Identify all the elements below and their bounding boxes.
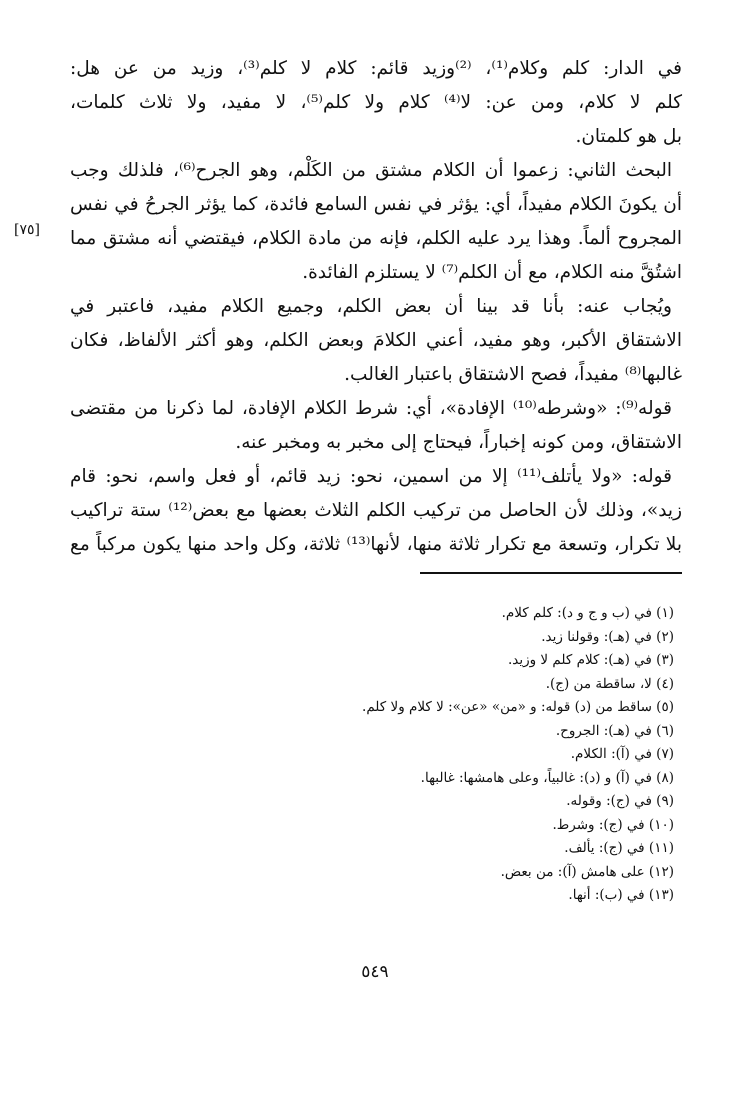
text-line: قوله⁽⁹⁾: «وشرطه⁽¹⁰⁾ الإفادة»، أي: شرط الكلام الإفادة، لما ذكرنا من مقتضى xyxy=(70,398,672,419)
footnote: (٦) في (هـ): الجروح. xyxy=(555,722,674,739)
footnote: (٢) في (هـ): وقولنا زيد. xyxy=(541,628,674,645)
footnote: (٩) في (ج): وقوله. xyxy=(566,793,674,809)
text-line: بل هو كلمتان. xyxy=(575,126,682,147)
footnote: (٨) في (آ) و (د): غالبياً، وعلى هامشها: غالبها. xyxy=(420,769,674,786)
footnote: (٤) لا، ساقطة من (ج). xyxy=(545,675,674,692)
text-line: الاشتقاق، ومن كونه إخباراً، فيحتاج إلى مخبر به ومخبر عنه. xyxy=(235,432,682,453)
text-line: في الدار: كلم وكلام⁽¹⁾، ⁽²⁾وزيد قائم: كلام لا كلم⁽³⁾، وزيد من عن هل: xyxy=(70,58,682,79)
footnote: (١) في (ب و ج و د): كلم كلام. xyxy=(501,605,674,621)
text-line: البحث الثاني: زعموا أن الكلام مشتق من الكَلْم، وهو الجرح⁽⁶⁾، فلذلك وجب xyxy=(70,160,672,181)
text-line: ويُجاب عنه: بأنا قد بينا أن بعض الكلم، وجميع الكلام مفيد، فاعتبر في xyxy=(70,296,672,317)
main-text xyxy=(70,52,682,562)
text-line: قوله: «ولا يأتلف⁽¹¹⁾ إلا من اسمين، نحو: زيد قائم، أو فعل واسم، نحو: قام xyxy=(70,466,672,487)
text-line: الاشتقاق الأكبر، وهو مفيد، أعني الكلامَ وبعض الكلم، وهو أكثر الألفاظ، فكان xyxy=(70,330,682,351)
footnote-separator xyxy=(420,572,682,574)
footnote: (٥) ساقط من (د) قوله: و «من» «عن»: لا كلام ولا كلم. xyxy=(362,699,674,715)
marginal-page-reference: [٧٥] xyxy=(14,222,40,238)
footnote: (١١) في (ج): يألف. xyxy=(564,840,674,856)
text-line: أن يكونَ الكلام مفيداً، أي: يؤثر في نفس السامع فائدة، كما يؤثر الجرحُ في نفس xyxy=(70,194,682,215)
page-number: ٥٤٩ xyxy=(361,962,389,982)
text-line: كلم لا كلام، ومن عن: لا⁽⁴⁾ كلام ولا كلم⁽⁵⁾، لا مفيد، ولا ثلاث كلمات، xyxy=(70,92,683,113)
text-line: بلا تكرار، وتسعة مع تكرار ثلاثة منها، لأنها⁽¹³⁾ ثلاثة، وكل واحد منها يكون مركباً مع xyxy=(70,534,682,555)
text-line: غالبها⁽⁸⁾ مفيداً، فصح الاشتقاق باعتبار الغالب. xyxy=(344,364,682,385)
text-line: اشتُقَّ منه الكلام، مع أن الكلم⁽⁷⁾ لا يستلزم الفائدة. xyxy=(302,262,682,283)
footnote: (١٣) في (ب): أنها. xyxy=(568,887,674,903)
footnote: (٣) في (هـ): كلام كلم لا وزيد. xyxy=(507,652,674,668)
footnote: (١٠) في (ج): وشرط. xyxy=(552,816,674,833)
footnote: (٧) في (آ): الكلام. xyxy=(570,746,674,762)
footnote: (١٢) على هامش (آ): من بعض. xyxy=(500,863,674,880)
footnotes xyxy=(74,602,674,908)
text-line: زيد»، وذلك لأن الحاصل من تركيب الكلم الثلاث بعضها مع بعض⁽¹²⁾ ستة تراكيب xyxy=(70,500,683,521)
text-line: المجروح ألماً. وهذا يرد عليه الكلم، فإنه من مادة الكلام، فيقتضي أنه مشتق مما xyxy=(70,228,682,249)
